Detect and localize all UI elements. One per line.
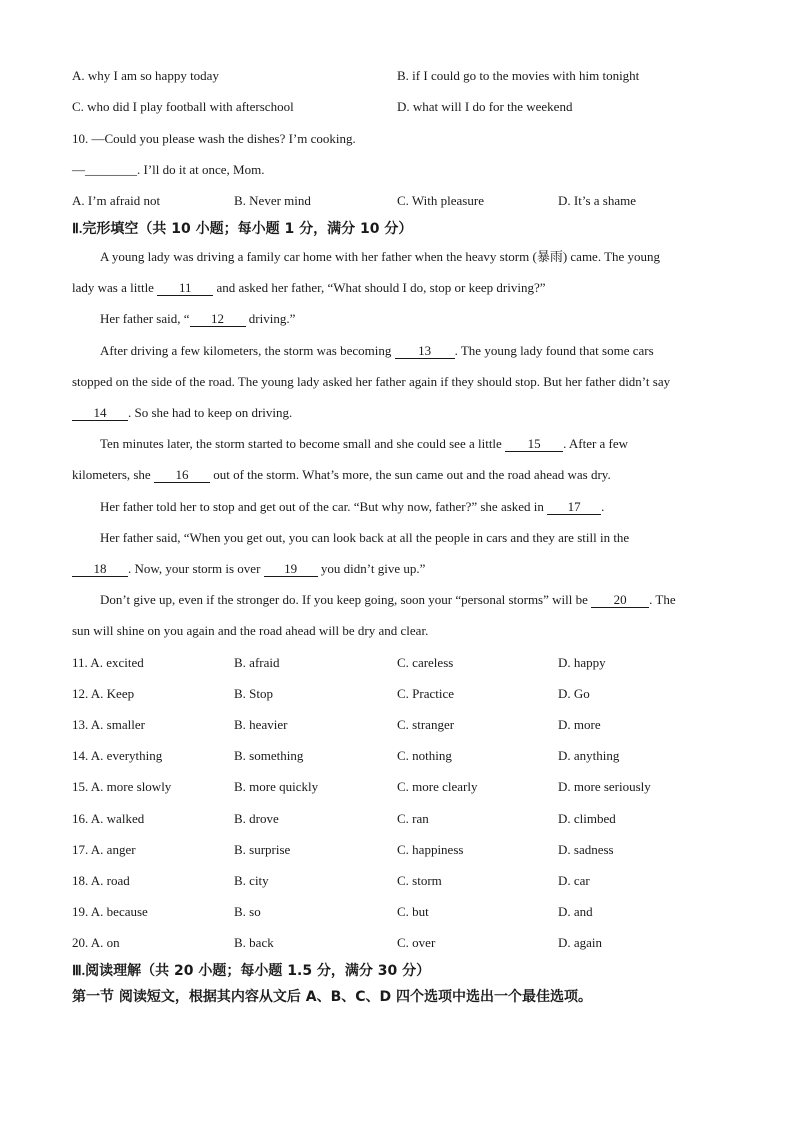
passage-text: . So she had to keep on driving. xyxy=(128,405,293,420)
q9-option-d: D. what will I do for the weekend xyxy=(397,99,573,114)
q14-option-c: C. nothing xyxy=(397,748,452,763)
passage-p1-line2 xyxy=(72,280,546,296)
passage-p4-line1 xyxy=(100,436,628,452)
q16-option-c: C. ran xyxy=(397,811,429,826)
passage-text: lady was a little xyxy=(72,280,158,295)
q19-option-b: B. so xyxy=(234,904,261,919)
q10-stem: 10. —Could you please wash the dishes? I’m cooking. xyxy=(72,131,356,146)
blank-19: 19 xyxy=(264,562,318,577)
q16-option-b: B. drove xyxy=(234,811,279,826)
q9-option-b: B. if I could go to the movies with him tonight xyxy=(397,68,640,83)
q20-option-a: 20. A. on xyxy=(72,935,120,950)
q15-option-c: C. more clearly xyxy=(397,779,478,794)
blank-18: 18 xyxy=(72,562,128,577)
q10-option-d: D. It’s a shame xyxy=(558,193,636,208)
q9-option-a: A. why I am so happy today xyxy=(72,68,219,83)
passage-text: out of the storm. What’s more, the sun came out and the road ahead was dry. xyxy=(209,467,611,482)
passage-text: Her father said, “ xyxy=(100,311,190,326)
q12-option-b: B. Stop xyxy=(234,686,274,701)
blank-14: 14 xyxy=(72,406,128,421)
q14-option-b: B. something xyxy=(234,748,304,763)
q10-reply: . I’ll do it at once, Mom. xyxy=(137,162,265,177)
passage-text: Don’t give up, even if the stronger do. If you keep going, soon your “personal storms” will be xyxy=(100,592,592,607)
passage-text: driving.” xyxy=(245,311,296,326)
q10-reply-line xyxy=(72,162,264,178)
blank-11: 11 xyxy=(157,281,213,296)
passage-text: . After a few xyxy=(563,436,629,451)
section-3-title: 阅读理解（共 20 小题；每小题 1.5 分，满分 30 分） xyxy=(85,963,431,979)
passage-p3-line1 xyxy=(100,343,654,359)
q11-option-c: C. careless xyxy=(397,655,454,670)
passage-p6-line1: Her father said, “When you get out, you can look back at all the people in cars and they are still in the xyxy=(100,530,630,545)
q19-option-c: C. but xyxy=(397,904,429,919)
passage-p7-line2: sun will shine on you again and the road ahead will be dry and clear. xyxy=(72,623,429,638)
passage-p4-line2 xyxy=(72,467,611,483)
q11-option-a: 11. A. excited xyxy=(72,655,144,670)
passage-text: Ten minutes later, the storm started to become small and she could see a little xyxy=(100,436,506,451)
q10-dash: — xyxy=(72,162,85,177)
q10-option-a: A. I’m afraid not xyxy=(72,193,161,208)
q11-option-d: D. happy xyxy=(558,655,606,670)
blank-20: 20 xyxy=(591,593,649,608)
q17-option-b: B. surprise xyxy=(234,842,291,857)
q16-option-d: D. climbed xyxy=(558,811,616,826)
section-3-heading xyxy=(72,962,430,981)
section-2-title: 完形填空（共 10 小题；每小题 1 分，满分 10 分） xyxy=(82,221,413,237)
q18-option-c: C. storm xyxy=(397,873,442,888)
blank-15: 15 xyxy=(505,437,563,452)
passage-text: . Now, your storm is over xyxy=(128,561,264,576)
passage-text: . The xyxy=(649,592,676,607)
q17-option-d: D. sadness xyxy=(558,842,614,857)
q13-option-b: B. heavier xyxy=(234,717,288,732)
blank-16: 16 xyxy=(154,468,210,483)
passage-p2 xyxy=(100,311,295,327)
passage-p5 xyxy=(100,499,604,515)
section-2-roman: Ⅱ. xyxy=(72,222,83,237)
q10-option-b: B. Never mind xyxy=(234,193,311,208)
q12-option-c: C. Practice xyxy=(397,686,455,701)
q12-option-d: D. Go xyxy=(558,686,590,701)
blank-13: 13 xyxy=(395,344,455,359)
q20-option-c: C. over xyxy=(397,935,436,950)
q10-option-c: C. With pleasure xyxy=(397,193,484,208)
passage-text: kilometers, she xyxy=(72,467,154,482)
q16-option-a: 16. A. walked xyxy=(72,811,145,826)
passage-p1-line1: A young lady was driving a family car home with her father when the heavy storm (暴雨) came. The young xyxy=(100,249,661,264)
section-3-subheading: 第一节 阅读短文，根据其内容从文后 A、B、C、D 四个选项中选出一个最佳选项。 xyxy=(72,989,593,1005)
passage-p6-line2 xyxy=(72,561,425,577)
q17-option-a: 17. A. anger xyxy=(72,842,136,857)
q11-option-b: B. afraid xyxy=(234,655,280,670)
q17-option-c: C. happiness xyxy=(397,842,464,857)
passage-text: . xyxy=(601,499,605,514)
passage-text: After driving a few kilometers, the storm was becoming xyxy=(100,343,395,358)
q15-option-d: D. more seriously xyxy=(558,779,651,794)
passage-text: and asked her father, “What should I do, stop or keep driving?” xyxy=(213,280,546,295)
q15-option-b: B. more quickly xyxy=(234,779,319,794)
blank-17: 17 xyxy=(547,500,601,515)
q14-option-a: 14. A. everything xyxy=(72,748,163,763)
q13-option-c: C. stranger xyxy=(397,717,455,732)
passage-text: Her father told her to stop and get out of the car. “But why now, father?” she asked in xyxy=(100,499,548,514)
section-2-heading xyxy=(72,220,412,239)
q12-option-a: 12. A. Keep xyxy=(72,686,135,701)
q14-option-d: D. anything xyxy=(558,748,620,763)
q13-option-a: 13. A. smaller xyxy=(72,717,145,732)
passage-p3-line2: stopped on the side of the road. The young lady asked her father again if they should stop. But her father didn’t say xyxy=(72,374,671,389)
q13-option-d: D. more xyxy=(558,717,601,732)
q18-option-b: B. city xyxy=(234,873,269,888)
q10-blank: ________ xyxy=(85,162,137,177)
q18-option-d: D. car xyxy=(558,873,590,888)
q20-option-b: B. back xyxy=(234,935,274,950)
q15-option-a: 15. A. more slowly xyxy=(72,779,172,794)
q19-option-d: D. and xyxy=(558,904,593,919)
q20-option-d: D. again xyxy=(558,935,603,950)
q9-option-c: C. who did I play football with afterschool xyxy=(72,99,294,114)
passage-text: . The young lady found that some cars xyxy=(454,343,654,358)
passage-text: you didn’t give up.” xyxy=(317,561,426,576)
blank-12: 12 xyxy=(190,312,246,327)
section-3-roman: Ⅲ. xyxy=(72,964,86,979)
q19-option-a: 19. A. because xyxy=(72,904,148,919)
passage-p7-line1 xyxy=(100,592,676,608)
passage-p3-line3 xyxy=(72,405,292,421)
q18-option-a: 18. A. road xyxy=(72,873,130,888)
